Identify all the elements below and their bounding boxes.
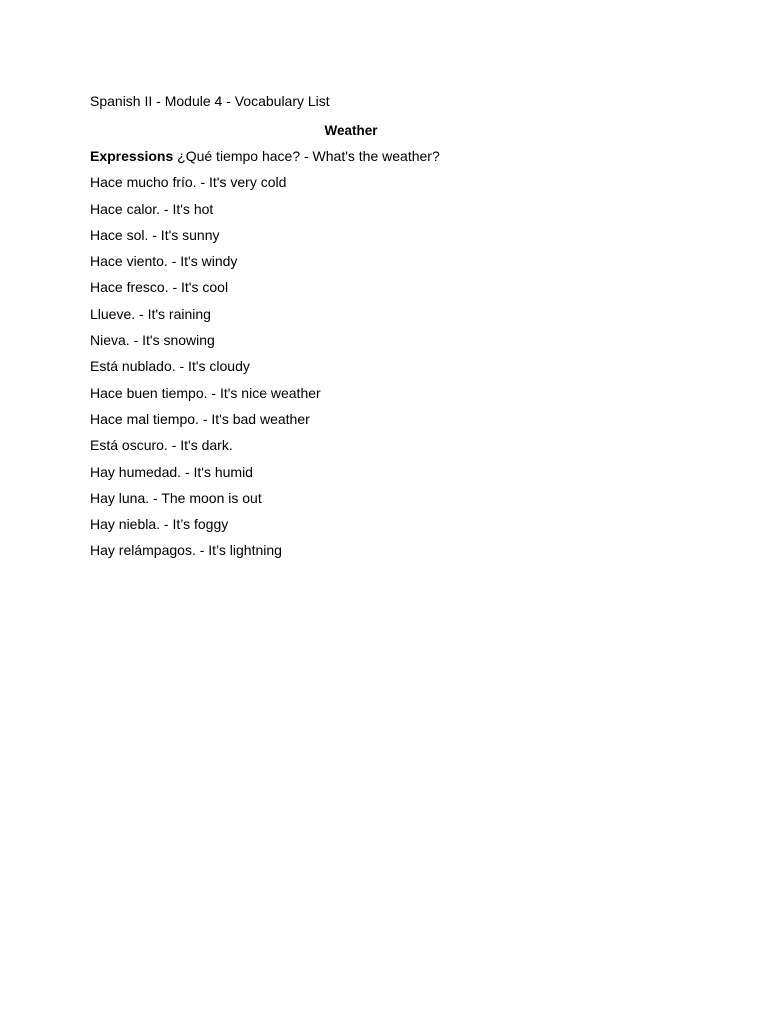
vocab-item: Está nublado. - It's cloudy [90,358,250,375]
document-page [90,93,610,559]
vocab-item: Hay humedad. - It's humid [90,463,253,480]
document-title: Spanish II - Module 4 - Vocabulary List [90,93,330,109]
vocab-item: Hay niebla. - It’s foggy [90,516,229,533]
vocab-item: Hace calor. - It's hot [90,200,214,217]
vocab-item: Hace sol. - It's sunny [90,226,220,243]
vocab-item: Hay luna. - The moon is out [90,489,262,506]
expressions-label: Expressions [90,148,174,164]
vocab-item-text: ¿Qué tiempo hace? - What's the weather? [177,148,440,164]
vocab-item: Está oscuro. - It's dark. [90,437,233,454]
vocab-item: Hace viento. - It's windy [90,253,238,270]
vocab-item: Hace mucho frío. - It's very cold [90,174,287,191]
vocab-item: Hace buen tiempo. - It's nice weather [90,384,321,401]
vocab-item: Hace mal tiempo. - It's bad weather [90,410,310,427]
vocab-item: Hay relámpagos. - It’s lightning [90,542,282,559]
vocab-item: Hace fresco. - It's cool [90,279,229,296]
section-heading-weather: Weather [324,123,378,138]
vocab-item [90,148,610,165]
vocabulary-list [90,148,610,559]
vocab-item: Llueve. - It's raining [90,305,211,322]
vocab-item: Nieva. - It's snowing [90,332,215,349]
